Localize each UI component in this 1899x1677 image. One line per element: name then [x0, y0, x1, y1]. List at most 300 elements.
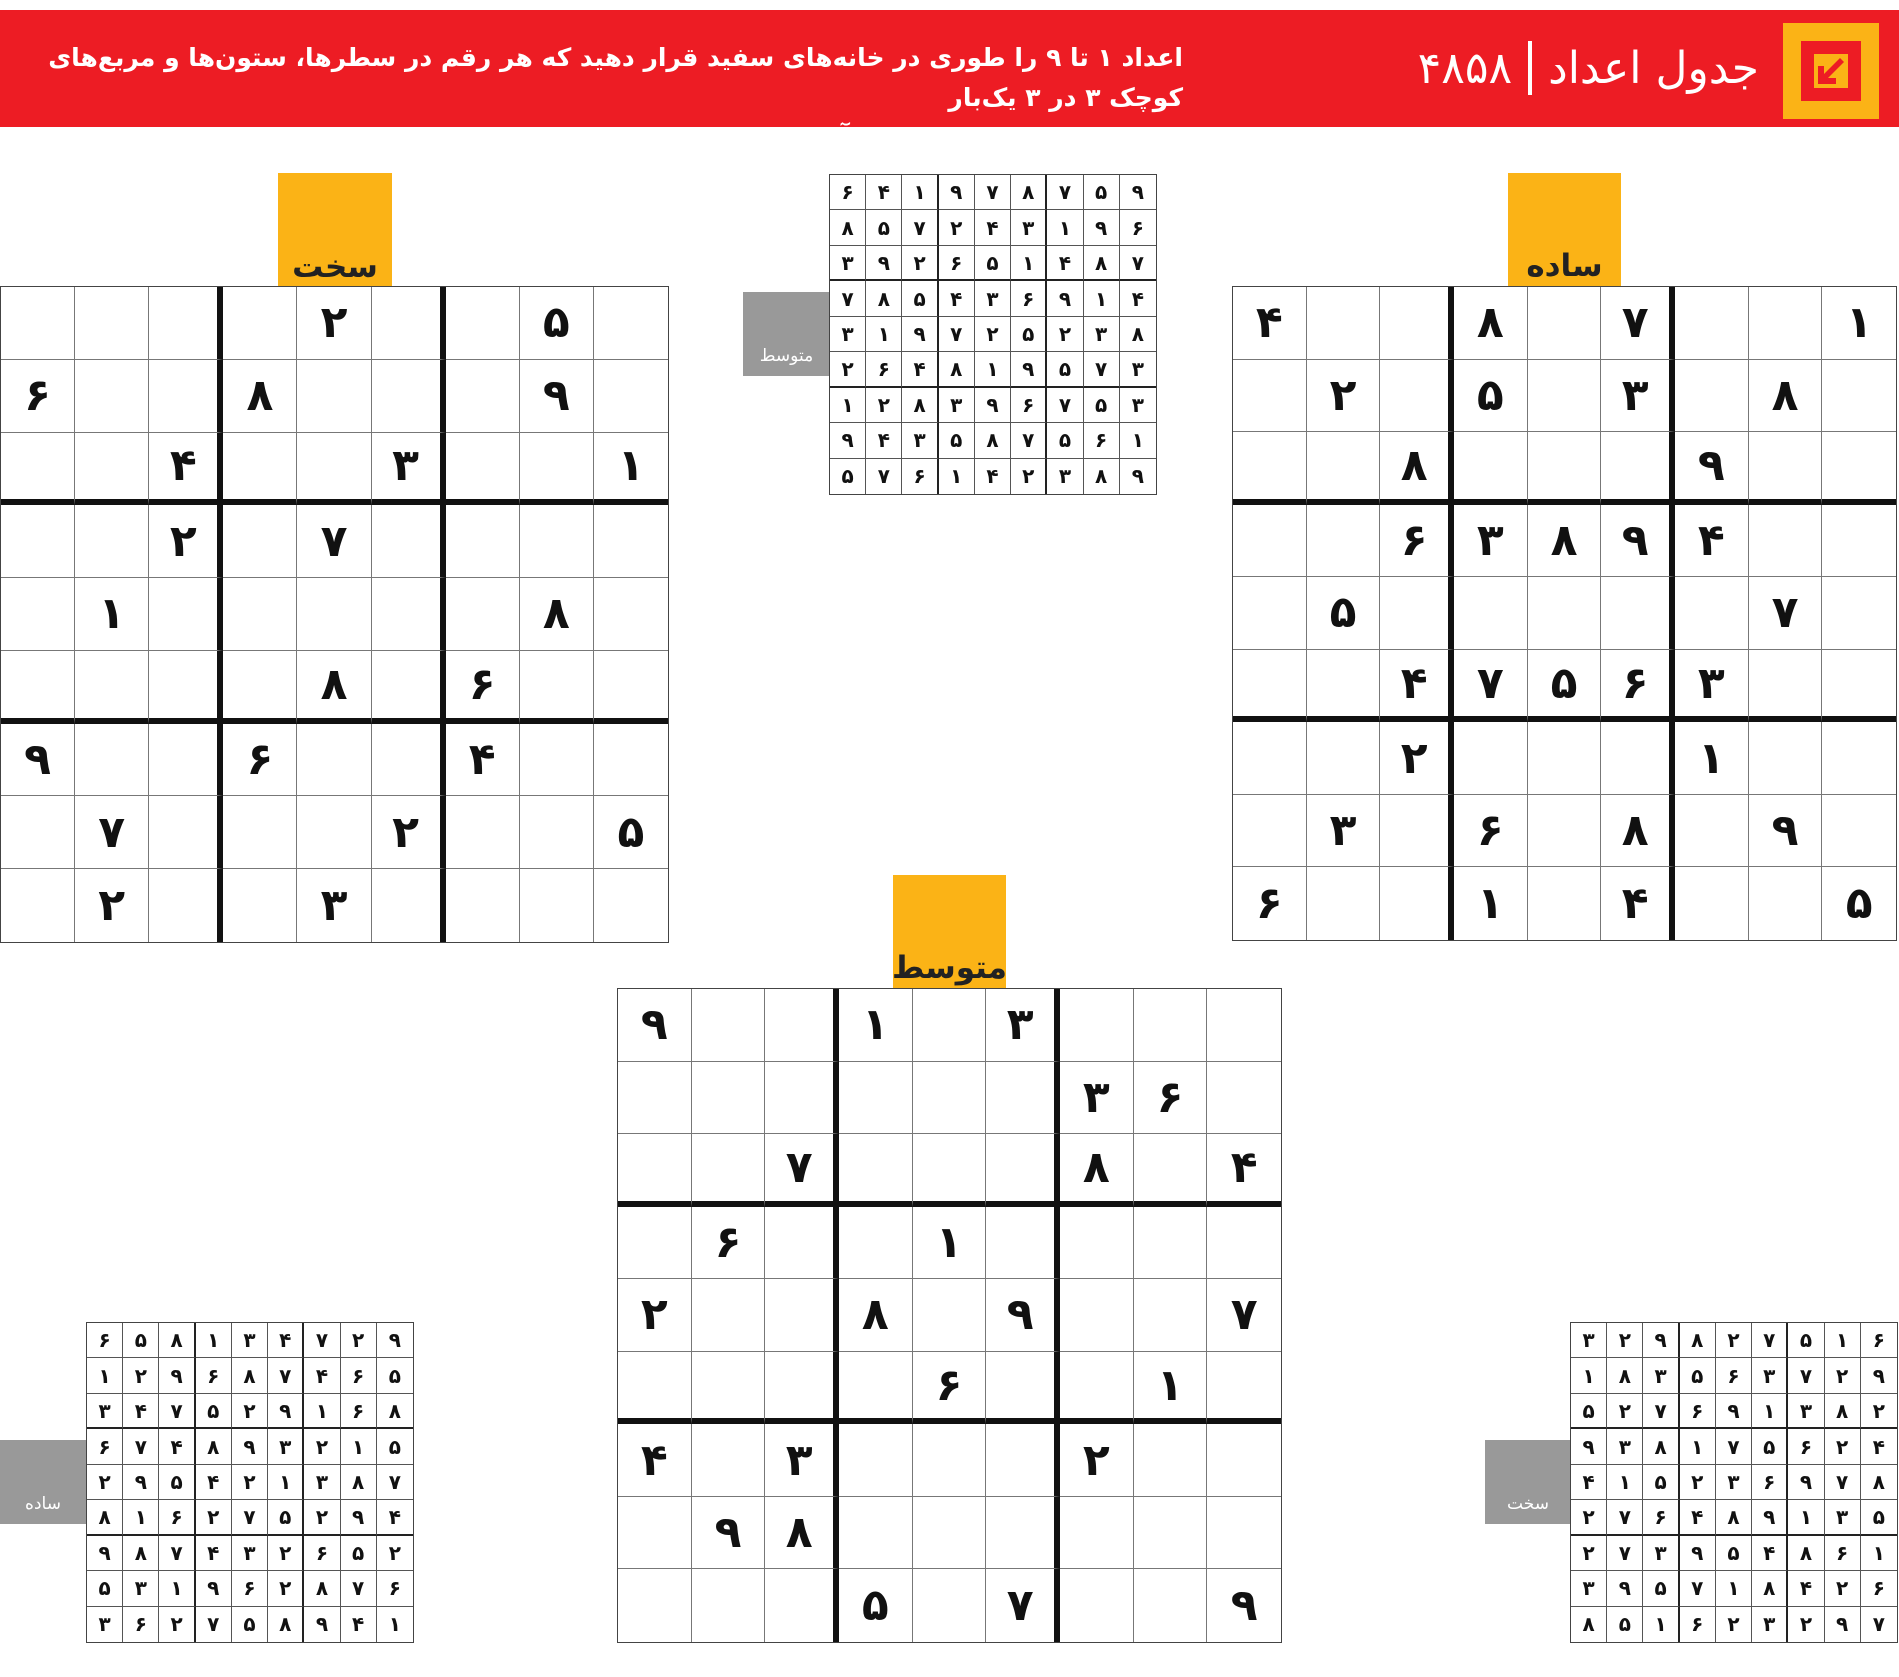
sudoku-cell[interactable]	[1601, 577, 1675, 650]
sudoku-cell: ۵	[1680, 1358, 1716, 1393]
sudoku-cell[interactable]: ۴	[149, 433, 223, 506]
sudoku-cell[interactable]	[1307, 505, 1381, 578]
sudoku-cell[interactable]	[986, 1062, 1060, 1135]
sudoku-cell: ۹	[939, 175, 975, 210]
sudoku-cell[interactable]	[1380, 795, 1454, 868]
sudoku-cell[interactable]	[839, 1207, 913, 1280]
solution-hard-label	[1485, 1440, 1571, 1524]
sudoku-cell[interactable]	[1822, 432, 1896, 505]
sudoku-cell[interactable]	[1528, 577, 1602, 650]
sudoku-cell[interactable]	[1454, 577, 1528, 650]
sudoku-cell: ۱	[87, 1358, 123, 1393]
sudoku-cell[interactable]	[223, 651, 297, 724]
sudoku-cell: ۳	[1571, 1323, 1607, 1358]
sudoku-cell[interactable]	[1, 505, 75, 578]
sudoku-cell: ۸	[1825, 1394, 1861, 1429]
sudoku-cell: ۸	[902, 388, 938, 423]
sudoku-cell[interactable]: ۳	[372, 433, 446, 506]
sudoku-cell[interactable]	[520, 505, 594, 578]
sudoku-cell: ۳	[1601, 360, 1675, 433]
sudoku-cell[interactable]	[913, 1062, 987, 1135]
sudoku-cell[interactable]: ۴	[1207, 1134, 1281, 1207]
sudoku-cell[interactable]	[297, 724, 371, 797]
sudoku-cell[interactable]	[1233, 577, 1307, 650]
sudoku-cell[interactable]	[913, 1497, 987, 1570]
sudoku-cell[interactable]	[1528, 287, 1602, 360]
sudoku-cell[interactable]	[692, 1134, 766, 1207]
sudoku-cell: ۴	[1601, 867, 1675, 940]
sudoku-cell: ۱	[902, 175, 938, 210]
sudoku-cell[interactable]	[594, 869, 668, 942]
sudoku-cell: ۵	[268, 1500, 304, 1535]
sudoku-cell[interactable]	[1207, 1062, 1281, 1135]
sudoku-cell: ۳	[268, 1429, 304, 1464]
sudoku-cell[interactable]	[372, 651, 446, 724]
sudoku-cell[interactable]	[1134, 1279, 1208, 1352]
sudoku-cell: ۱	[913, 1207, 987, 1280]
sudoku-cell[interactable]	[149, 360, 223, 433]
sudoku-cell: ۱	[975, 352, 1011, 387]
sudoku-cell[interactable]: ۶	[1, 360, 75, 433]
sudoku-cell: ۴	[902, 352, 938, 387]
sudoku-cell: ۶	[913, 1352, 987, 1425]
sudoku-cell: ۱	[1084, 281, 1120, 316]
sudoku-cell: ۵	[1788, 1323, 1824, 1358]
sudoku-cell[interactable]	[1307, 287, 1381, 360]
sudoku-cell: ۷	[975, 175, 1011, 210]
sudoku-cell: ۳	[975, 281, 1011, 316]
sudoku-cell	[446, 505, 520, 578]
issue-number: ۴۸۵۸	[1417, 42, 1513, 94]
sudoku-cell[interactable]	[75, 505, 149, 578]
sudoku-cell[interactable]: ۶	[223, 724, 297, 797]
sudoku-cell[interactable]: ۲	[372, 796, 446, 869]
sudoku-cell: ۷	[1047, 388, 1083, 423]
sudoku-cell: ۶	[377, 1571, 413, 1606]
sudoku-cell: ۶	[1601, 650, 1675, 723]
sudoku-cell[interactable]	[765, 1569, 839, 1642]
sudoku-cell[interactable]	[765, 989, 839, 1062]
sudoku-cell[interactable]	[765, 1352, 839, 1425]
sudoku-cell[interactable]	[1528, 795, 1602, 868]
sudoku-cell: ۶	[830, 175, 866, 210]
sudoku-cell	[594, 360, 668, 433]
sudoku-cell: ۳	[1825, 1500, 1861, 1535]
sudoku-cell: ۷	[986, 1569, 1060, 1642]
sudoku-cell: ۷	[765, 1134, 839, 1207]
sudoku-cell[interactable]	[913, 1134, 987, 1207]
sudoku-cell: ۶	[159, 1500, 195, 1535]
sudoku-cell[interactable]	[1233, 795, 1307, 868]
sudoku-cell: ۱	[1120, 423, 1156, 458]
sudoku-cell: ۵	[1861, 1500, 1897, 1535]
sudoku-cell[interactable]	[1, 651, 75, 724]
sudoku-cell: ۹	[268, 1394, 304, 1429]
sudoku-cell: ۹	[1861, 1358, 1897, 1393]
sudoku-cell[interactable]	[692, 1279, 766, 1352]
sudoku-cell[interactable]	[1134, 1134, 1208, 1207]
sudoku-cell	[223, 796, 297, 869]
sudoku-cell: ۸	[520, 578, 594, 651]
sudoku-cell[interactable]	[1060, 989, 1134, 1062]
sudoku-cell[interactable]	[1675, 360, 1749, 433]
sudoku-cell[interactable]	[1, 578, 75, 651]
sudoku-cell[interactable]	[372, 578, 446, 651]
sudoku-cell: ۵	[830, 459, 866, 494]
sudoku-cell: ۶	[196, 1358, 232, 1393]
sudoku-cell[interactable]	[1822, 577, 1896, 650]
sudoku-cell[interactable]	[223, 505, 297, 578]
sudoku-cell: ۲	[1380, 722, 1454, 795]
sudoku-cell[interactable]	[986, 1207, 1060, 1280]
sudoku-cell: ۸	[268, 1607, 304, 1642]
sudoku-cell[interactable]	[986, 1352, 1060, 1425]
sudoku-cell: ۲	[268, 1536, 304, 1571]
sudoku-cell: ۱	[1861, 1536, 1897, 1571]
sudoku-cell[interactable]	[1207, 1497, 1281, 1570]
sudoku-cell[interactable]: ۵	[520, 287, 594, 360]
sudoku-cell[interactable]	[446, 287, 520, 360]
sudoku-cell[interactable]	[223, 869, 297, 942]
sudoku-cell[interactable]	[1380, 287, 1454, 360]
sudoku-cell[interactable]: ۲	[149, 505, 223, 578]
sudoku-cell: ۵	[1307, 577, 1381, 650]
sudoku-cell[interactable]: ۹	[1, 724, 75, 797]
sudoku-cell: ۷	[1607, 1500, 1643, 1535]
solution-easy-grid	[86, 1322, 414, 1643]
medium-sudoku-grid	[617, 988, 1282, 1643]
sudoku-cell[interactable]	[1233, 360, 1307, 433]
instructions	[18, 38, 1183, 158]
sudoku-cell[interactable]: ۹	[1230, 1580, 1258, 1632]
sudoku-cell: ۸	[304, 1571, 340, 1606]
sudoku-cell: ۳	[1752, 1358, 1788, 1393]
sudoku-cell[interactable]	[520, 724, 594, 797]
sudoku-cell: ۲	[1861, 1394, 1897, 1429]
sudoku-cell[interactable]	[223, 578, 297, 651]
sudoku-cell[interactable]	[913, 989, 987, 1062]
sudoku-cell: ۲	[341, 1323, 377, 1358]
sudoku-cell[interactable]: ۵	[594, 796, 668, 869]
sudoku-cell[interactable]	[297, 360, 371, 433]
sudoku-cell[interactable]	[839, 1497, 913, 1570]
sudoku-cell[interactable]: ۹	[692, 1497, 766, 1570]
sudoku-cell[interactable]	[1601, 722, 1675, 795]
sudoku-cell[interactable]	[149, 578, 223, 651]
sudoku-cell[interactable]	[986, 1424, 1060, 1497]
sudoku-cell: ۴	[1233, 287, 1307, 360]
sudoku-cell[interactable]	[765, 1207, 839, 1280]
sudoku-cell: ۴	[304, 1358, 340, 1393]
sudoku-cell: ۹	[1601, 505, 1675, 578]
sudoku-cell[interactable]	[1528, 722, 1602, 795]
sudoku-cell[interactable]	[1233, 432, 1307, 505]
sudoku-cell: ۲	[1047, 317, 1083, 352]
sudoku-cell[interactable]	[1060, 1352, 1134, 1425]
sudoku-cell[interactable]	[618, 1352, 692, 1425]
sudoku-cell[interactable]	[1, 287, 75, 360]
sudoku-cell[interactable]	[1380, 360, 1454, 433]
sudoku-cell: ۶	[1861, 1571, 1897, 1606]
sudoku-cell[interactable]	[372, 505, 446, 578]
sudoku-cell: ۵	[196, 1394, 232, 1429]
sudoku-cell: ۵	[159, 1465, 195, 1500]
sudoku-cell[interactable]	[913, 1569, 987, 1642]
sudoku-cell[interactable]	[913, 1424, 987, 1497]
sudoku-cell: ۴	[1047, 246, 1083, 281]
easy-sudoku-grid	[1232, 286, 1897, 941]
sudoku-cell[interactable]	[986, 1134, 1060, 1207]
sudoku-cell	[75, 360, 149, 433]
sudoku-cell: ۷	[1872, 1612, 1885, 1637]
sudoku-cell: ۵	[341, 1536, 377, 1571]
sudoku-cell[interactable]	[75, 433, 149, 506]
sudoku-cell[interactable]	[839, 1062, 913, 1135]
sudoku-cell[interactable]	[372, 869, 446, 942]
sudoku-cell: ۱	[1675, 722, 1749, 795]
sudoku-cell[interactable]	[1380, 867, 1454, 940]
sudoku-cell[interactable]	[520, 651, 594, 724]
solution-easy-label	[0, 1440, 86, 1524]
sudoku-cell[interactable]	[692, 1569, 766, 1642]
solution-medium-label-text: متوسط	[759, 346, 814, 366]
sudoku-cell[interactable]: ۸	[765, 1497, 839, 1570]
sudoku-cell[interactable]	[1749, 867, 1823, 940]
sudoku-cell[interactable]	[1749, 650, 1823, 723]
sudoku-cell: ۳	[1454, 505, 1528, 578]
sudoku-cell: ۹	[975, 388, 1011, 423]
sudoku-cell[interactable]	[765, 1279, 839, 1352]
sudoku-cell[interactable]	[1528, 867, 1602, 940]
sudoku-cell[interactable]	[149, 869, 223, 942]
sudoku-cell[interactable]	[149, 796, 223, 869]
sudoku-cell[interactable]	[839, 1134, 913, 1207]
sudoku-cell: ۷	[1643, 1394, 1679, 1429]
sudoku-cell[interactable]	[75, 651, 149, 724]
sudoku-cell: ۹	[902, 317, 938, 352]
sudoku-cell[interactable]	[1749, 287, 1823, 360]
sudoku-cell[interactable]	[1822, 505, 1896, 578]
sudoku-cell[interactable]: ۹	[618, 989, 692, 1062]
sudoku-cell[interactable]: ۴	[618, 1424, 692, 1497]
sudoku-cell[interactable]	[520, 433, 594, 506]
sudoku-cell[interactable]	[297, 578, 371, 651]
sudoku-cell: ۸	[1084, 246, 1120, 281]
sudoku-cell: ۵	[975, 246, 1011, 281]
sudoku-cell: ۲	[1716, 1607, 1752, 1642]
sudoku-cell: ۸	[1084, 459, 1120, 494]
sudoku-cell[interactable]	[297, 433, 371, 506]
sudoku-cell: ۱	[1752, 1394, 1788, 1429]
sudoku-cell: ۹	[1607, 1571, 1643, 1606]
sudoku-cell: ۳	[902, 423, 938, 458]
sudoku-cell[interactable]	[618, 1207, 692, 1280]
sudoku-cell[interactable]	[1233, 505, 1307, 578]
sudoku-cell[interactable]	[594, 651, 668, 724]
sudoku-cell: ۵	[1047, 423, 1083, 458]
sudoku-cell: ۸	[975, 423, 1011, 458]
sudoku-cell	[1207, 1424, 1281, 1497]
sudoku-cell: ۷	[1047, 175, 1083, 210]
sudoku-cell[interactable]	[1601, 432, 1675, 505]
sudoku-cell[interactable]	[692, 1424, 766, 1497]
sudoku-cell[interactable]: ۳	[1060, 1062, 1134, 1135]
sudoku-cell: ۲	[866, 388, 902, 423]
sudoku-cell[interactable]	[1233, 722, 1307, 795]
logo	[1783, 23, 1879, 119]
sudoku-cell: ۴	[341, 1607, 377, 1642]
sudoku-cell: ۵	[1716, 1536, 1752, 1571]
sudoku-cell: ۲	[1607, 1394, 1643, 1429]
sudoku-cell: ۵	[1571, 1394, 1607, 1429]
sudoku-cell[interactable]	[1749, 722, 1823, 795]
sudoku-cell: ۹	[87, 1536, 123, 1571]
sudoku-cell: ۲	[1788, 1607, 1824, 1642]
sudoku-cell: ۶	[902, 459, 938, 494]
sudoku-cell: ۱	[1822, 287, 1896, 360]
sudoku-cell	[149, 724, 223, 797]
sudoku-cell: ۴	[159, 1429, 195, 1464]
sudoku-cell[interactable]	[1380, 577, 1454, 650]
sudoku-cell[interactable]	[1060, 1279, 1134, 1352]
sudoku-cell: ۸	[1752, 1571, 1788, 1606]
sudoku-cell[interactable]	[1528, 432, 1602, 505]
sudoku-cell[interactable]	[1207, 1352, 1281, 1425]
sudoku-cell[interactable]	[594, 578, 668, 651]
sudoku-cell[interactable]	[1, 869, 75, 942]
sudoku-cell: ۳	[87, 1394, 123, 1429]
sudoku-cell	[1134, 1207, 1208, 1280]
sudoku-cell[interactable]	[75, 724, 149, 797]
sudoku-cell: ۳	[304, 1465, 340, 1500]
sudoku-cell[interactable]	[618, 1062, 692, 1135]
sudoku-cell: ۴	[866, 175, 902, 210]
sudoku-cell[interactable]	[1454, 432, 1528, 505]
sudoku-cell[interactable]	[1134, 989, 1208, 1062]
sudoku-cell: ۷	[1607, 1536, 1643, 1571]
sudoku-cell[interactable]	[1307, 722, 1381, 795]
sudoku-cell[interactable]	[1822, 795, 1896, 868]
sudoku-cell[interactable]	[223, 287, 297, 360]
sudoku-cell: ۵	[1084, 175, 1120, 210]
sudoku-cell: ۷	[232, 1500, 268, 1535]
sudoku-cell: ۳	[765, 1424, 839, 1497]
sudoku-cell[interactable]	[1134, 1569, 1208, 1642]
sudoku-cell[interactable]	[839, 1352, 913, 1425]
sudoku-cell: ۲	[232, 1465, 268, 1500]
sudoku-cell[interactable]	[1749, 432, 1823, 505]
sudoku-cell[interactable]	[692, 989, 766, 1062]
instructions-line-1: اعداد ۱ تا ۹ را طوری در خانه‌های سفید قرار دهید که هر رقم در سطرها، ستون‌ها و مربع‌های کوچک ۳ در ۳ یک‌بار	[48, 43, 1183, 112]
sudoku-cell[interactable]	[839, 1424, 913, 1497]
sudoku-cell: ۲	[830, 352, 866, 387]
sudoku-cell[interactable]	[1675, 795, 1749, 868]
sudoku-cell[interactable]: ۲	[75, 869, 149, 942]
sudoku-cell[interactable]	[1675, 577, 1749, 650]
sudoku-cell[interactable]	[1822, 722, 1896, 795]
sudoku-cell: ۹	[1120, 175, 1156, 210]
sudoku-cell[interactable]: ۱	[594, 433, 668, 506]
sudoku-cell[interactable]	[594, 287, 668, 360]
sudoku-cell[interactable]	[594, 505, 668, 578]
sudoku-cell[interactable]	[913, 1279, 987, 1352]
sudoku-cell: ۹	[1675, 432, 1749, 505]
sudoku-cell[interactable]	[1749, 505, 1823, 578]
sudoku-cell: ۶	[1680, 1394, 1716, 1429]
sudoku-cell: ۳	[1120, 352, 1156, 387]
sudoku-cell: ۸	[123, 1536, 159, 1571]
solution-hard-label-text: سخت	[1507, 1494, 1549, 1514]
sudoku-cell: ۶	[1643, 1500, 1679, 1535]
sudoku-cell[interactable]: ۶	[692, 1207, 766, 1280]
sudoku-cell: ۹	[1825, 1607, 1861, 1642]
sudoku-cell[interactable]	[1307, 432, 1381, 505]
sudoku-cell: ۲	[939, 210, 975, 245]
sudoku-cell[interactable]: ۷	[75, 796, 149, 869]
sudoku-cell[interactable]	[1822, 360, 1896, 433]
sudoku-cell[interactable]	[986, 1497, 1060, 1570]
sudoku-cell[interactable]	[149, 287, 223, 360]
sudoku-cell[interactable]	[1307, 650, 1381, 723]
sudoku-cell[interactable]	[1233, 650, 1307, 723]
sudoku-cell[interactable]	[1675, 867, 1749, 940]
sudoku-cell: ۵	[839, 1569, 913, 1642]
sudoku-cell[interactable]: ۶	[446, 651, 520, 724]
sudoku-cell: ۲	[123, 1358, 159, 1393]
sudoku-cell[interactable]: ۴	[446, 724, 520, 797]
sudoku-cell[interactable]	[1060, 1569, 1134, 1642]
sudoku-cell: ۷	[1011, 423, 1047, 458]
sudoku-cell: ۹	[1716, 1394, 1752, 1429]
sudoku-cell	[223, 433, 297, 506]
sudoku-cell[interactable]	[1822, 650, 1896, 723]
sudoku-cell: ۳	[1788, 1394, 1824, 1429]
sudoku-cell: ۸	[1120, 317, 1156, 352]
sudoku-cell: ۸	[1607, 1358, 1643, 1393]
sudoku-cell: ۳	[830, 317, 866, 352]
sudoku-cell: ۶	[232, 1571, 268, 1606]
sudoku-cell[interactable]: ۱	[1134, 1352, 1208, 1425]
sudoku-cell: ۱	[1788, 1500, 1824, 1535]
sudoku-cell[interactable]	[1675, 287, 1749, 360]
sudoku-cell[interactable]	[297, 796, 371, 869]
sudoku-cell[interactable]	[1060, 1207, 1134, 1280]
sudoku-cell[interactable]	[618, 1497, 692, 1570]
sudoku-cell: ۲	[304, 1500, 340, 1535]
sudoku-cell[interactable]	[1454, 722, 1528, 795]
sudoku-cell[interactable]: ۹	[520, 360, 594, 433]
sudoku-cell: ۵	[939, 423, 975, 458]
sudoku-cell[interactable]: ۶	[1134, 1062, 1208, 1135]
sudoku-cell[interactable]: ۸	[223, 360, 297, 433]
sudoku-cell[interactable]	[1134, 1424, 1208, 1497]
sudoku-cell: ۸	[1749, 360, 1823, 433]
sudoku-cell[interactable]	[1307, 867, 1381, 940]
sudoku-cell[interactable]	[446, 578, 520, 651]
sudoku-cell: ۶	[304, 1536, 340, 1571]
sudoku-cell: ۶	[341, 1394, 377, 1429]
sudoku-cell[interactable]	[446, 796, 520, 869]
sudoku-cell[interactable]	[1528, 360, 1602, 433]
sudoku-cell[interactable]	[446, 360, 520, 433]
sudoku-cell	[1207, 989, 1281, 1062]
sudoku-cell[interactable]	[446, 869, 520, 942]
sudoku-cell: ۸	[1680, 1323, 1716, 1358]
sudoku-cell[interactable]	[1207, 1207, 1281, 1280]
sudoku-cell: ۷	[1825, 1465, 1861, 1500]
sudoku-cell: ۲	[1825, 1429, 1861, 1464]
sudoku-cell[interactable]	[372, 287, 446, 360]
